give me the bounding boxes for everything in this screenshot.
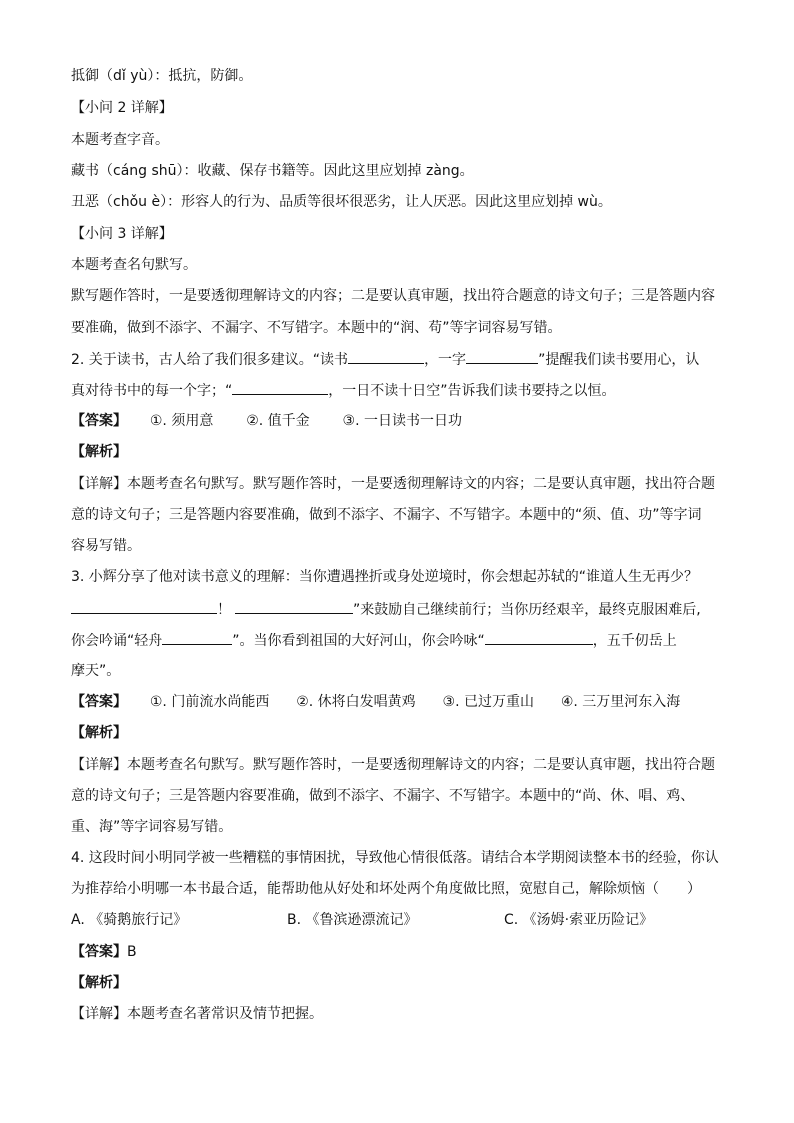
detail-line: 容易写错。 [71,538,141,554]
analysis-label: 【解析】 [71,975,127,991]
question-2-line-1 [71,349,731,370]
text-line: 抵御（dǐ yù）：抵抗，防御。 [71,68,253,84]
text-span: 你会吟诵“轻舟 [71,633,163,649]
question-4-line-2: 为推荐给小明哪一本书最合适，能帮助他从好处和坏处两个角度做比照，宽慰自己，解除烦恼（ ） [71,881,701,897]
answer-2: ②. 值千金 [246,413,310,429]
question-3-line-2 [71,599,731,620]
answer-1: ①. 须用意 [149,413,214,429]
detail-line: 意的诗文句子；三是答题内容要准确，做到不添字、不漏字、不写错字。本题中的“须、值、功”等字词 [71,507,702,523]
text-span: 2. 关于读书，古人给了我们很多建议。“读书 [71,352,349,368]
section-heading: 【小问 2 详解】 [71,100,173,116]
answer-label: 【答案】 [71,413,127,429]
blank-line [466,349,538,364]
option-a: A. 《骑鹅旅行记》 [71,912,188,928]
detail-line: 【详解】本题考查名句默写。默写题作答时，一是要透彻理解诗文的内容；二是要认真审题，找出符合题 [71,476,715,492]
options-row [71,910,731,930]
answer-label: 【答案】 [71,944,127,960]
analysis-label: 【解析】 [71,725,127,741]
answer-value: B [127,944,137,960]
detail-line: 意的诗文句子；三是答题内容要准确，做到不添字、不漏字、不写错字。本题中的“尚、休、唱、鸡、 [71,788,695,804]
question-3-line-1: 3. 小辉分享了他对读书意义的理解：当你遭遇挫折或身处逆境时，你会想起苏轼的“谁道人生无再少？ [71,569,699,585]
blank-line [485,630,593,645]
text-line: 藏书（cáng shū）：收藏、保存书籍等。因此这里应划掉 zàng。 [71,163,474,179]
text-span: ”。当你看到祖国的大好河山，你会吟咏“ [232,633,485,649]
option-b: B. 《鲁滨逊漂流记》 [287,912,418,928]
text-span: ”来鼓励自己继续前行；当你历经艰辛，最终克服困难后, [353,602,701,618]
blank-line [232,380,328,395]
text-span: 真对待书中的每一个字；“ [71,383,233,399]
text-line: 本题考查名句默写。 [71,257,197,273]
detail-line: 重、海”等字词容易写错。 [71,819,233,835]
analysis-label: 【解析】 [71,444,127,460]
text-span: ，一日不读十日空”告诉我们读书要持之以恒。 [328,383,616,399]
answer-2: ②. 休将白发唱黄鸡 [296,694,416,710]
blank-line [71,599,217,614]
question-3-line-4: 摩天”。 [71,663,121,679]
text-line: 要准确，做到不添字、不漏字、不写错字。本题中的“润、苟”等字词容易写错。 [71,320,562,336]
detail-line: 【详解】本题考查名句默写。默写题作答时，一是要透彻理解诗文的内容；二是要认真审题，找出符合题 [71,757,715,773]
answer-row [71,942,731,962]
detail-line: 【详解】本题考查名著常识及情节把握。 [71,1006,323,1022]
question-3-line-3 [71,630,731,651]
answer-1: ①. 门前流水尚能西 [149,694,270,710]
blank-line [235,599,353,614]
answer-row [71,411,731,431]
answer-4: ④. 三万里河东入海 [560,694,681,710]
option-c: C. 《汤姆·索亚历险记》 [504,912,654,928]
answer-row [71,692,731,712]
text-line: 默写题作答时，一是要透彻理解诗文的内容；二是要认真审题，找出符合题意的诗文句子；三是答题内容 [71,288,715,304]
text-span: ！ [217,602,231,618]
text-span: ，一字 [424,352,467,368]
text-line: 丑恶（chǒu è）：形容人的行为、品质等很坏很恶劣，让人厌恶。因此这里应划掉 wù。 [71,194,612,210]
answer-label: 【答案】 [71,694,127,710]
question-2-line-2 [71,380,731,401]
text-span: ，五千仞岳上 [592,633,677,649]
text-span: ”提醒我们读书要用心，认 [538,352,700,368]
blank-line [348,349,424,364]
answer-3: ③. 已过万重山 [442,694,534,710]
question-4-line-1: 4. 这段时间小明同学被一些糟糕的事情困扰，导致他心情很低落。请结合本学期阅读整本书的经验，你认 [71,850,719,866]
answer-3: ③. 一日读书一日功 [342,413,462,429]
section-heading: 【小问 3 详解】 [71,226,173,242]
text-line: 本题考查字音。 [71,132,169,148]
blank-line [162,630,232,645]
